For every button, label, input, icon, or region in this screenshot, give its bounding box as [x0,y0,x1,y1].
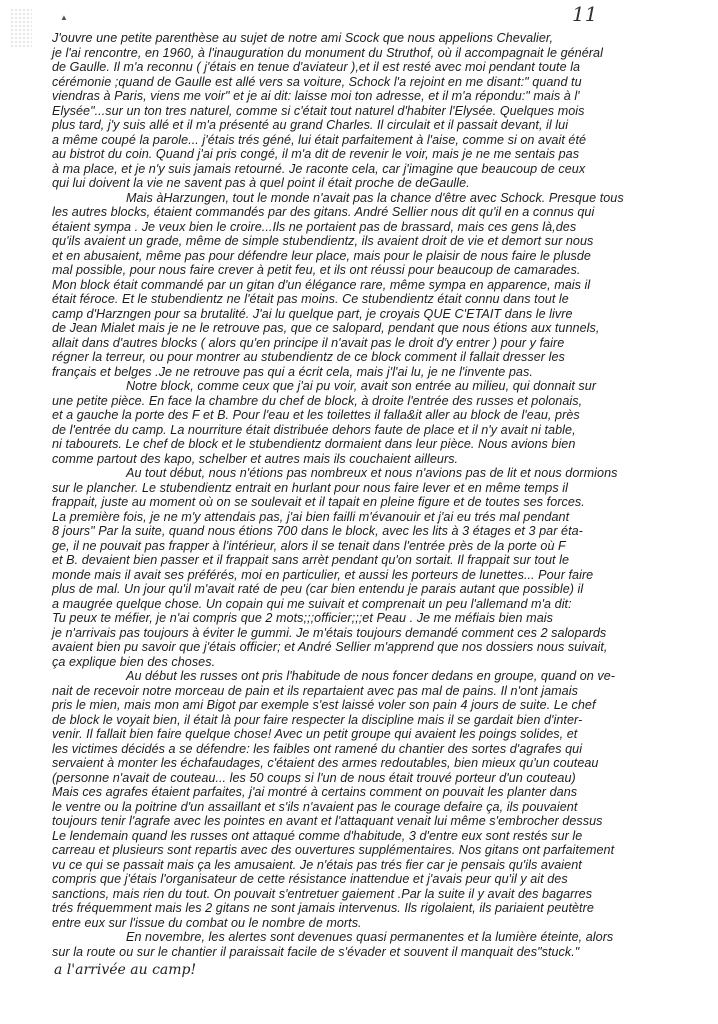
text-line: les victimes décidés a se défendre: les faibles ont ramené du chantier des sortes d'agrafes qui [52,741,583,756]
text-line: entre eux sur l'issue du combat ou le nombre de morts. [52,915,362,930]
text-line: sur le plancher. Le stubendientz entrait en hurlant pour nous faire lever et en même temps il [52,480,568,495]
text-line: à ma place, et je n'y suis jamais retourné. Je raconte cela, car j'imagine que beaucoup de ceux [52,161,586,176]
text-line: qu'ils avaient un grade, même de simple stubendientz, ils avaient droit de vie et demort sur nous [52,234,594,248]
text-line: était féroce. Et le stubendientz ne l'était pas moins. Ce stubendientz était connu dans tout le [52,292,569,306]
text-line: pris le mien, mais mon ami Bigot par exemple s'est laissé voler son pain 4 jours de suite. Le chef [52,698,596,712]
text-line: toujours tenir l'agrafe avec les pointes en avant et l'attaquant venait lui même s'embrocher dessus [52,814,603,828]
paragraph-first-line: Au début les russes ont pris l'habitude de nous foncer dedans en groupe, quand on ve- [126,669,616,683]
text-line: monde mais il avait ses préférés, moi en particulier, et aussi les porteurs de lunettes... Pour faire [52,567,594,582]
text-line: de l'entrée du camp. La nourriture était distribuée dehors faute de place et il n'y avait ni table, [52,422,576,437]
scan-dot: ▲ [60,13,68,22]
text-line: mal possible, pour nous faire crever à petit feu, et ils ont réussi pour beaucoup de camarades. [52,263,581,277]
text-line: de Gaulle. Il m'a reconnu ( j'étais en tenue d'aviateur ),et il est resté avec moi pendant toute la [52,60,581,74]
text-line: étaient sympa . Je veux bien le croire...Ils ne portaient pas de brassard, mais ces gens là,des [52,219,577,234]
text-line: et en abusaient, même pas pour défendre leur place, mais pour le plaisir de nous faire le plusde [52,248,591,263]
text-line: vu ce qui se passait mais ça les amusaient. Je n'étais pas trés fier car je pensais qu'ils avaient [52,857,582,872]
text-line: qui lui doivent la vie ne savent pas à quel point il était proche de deGaulle. [52,176,470,190]
text-line: les autres blocks, étaient commandés par des gitans. André Sellier nous dit qu'il en a connus qui [52,205,595,219]
text-line: camp d'Harzngen pour sa brutalité. J'ai lu quelque part, je croyais QUE C'ETAIT dans le livre [52,306,573,321]
text-line: Le lendemain quand les russes ont attaqué comme d'habitude, 3 d'entre eux sont restés sur le [52,828,583,843]
text-line: plus tard, j'y suis allé et il m'a présenté au grand Charles. Il circulait et il passait devant, il lui [52,118,569,132]
paragraph-first-line: Au tout début, nous n'étions pas nombreux et nous n'avions pas de lit et nous dormions [126,466,618,480]
text-line: sur la route ou sur le chantier il paraissait facile de s'évader et souvent il manquait des"stuck." [52,944,580,959]
text-line: cérémonie ;quand de Gaulle est allé vers sa voiture, Schock l'a rejoint en me disant:" quand tu [52,74,582,89]
text-line: ça explique bien des choses. [52,654,216,669]
text-line: régner la terreur, ou pour montrer au stubendientz de ce block comment il fallait dresser les [52,350,565,364]
text-line: a même coupé la parole... j'étais trés géné, lui était parfaitement à l'aise, comme si on avait été [52,132,587,147]
text-line: au bistrot du coin. Quand j'ai pris congé, il m'a dit de revenir le voir, mais je ne me sentais pas [52,147,580,161]
text-line: Tu peux te méfier, je n'ai compris que 2 mots;;;officier;;;et Peau . Je me méfiais bien mais [52,611,553,625]
text-line: avaient bien pu savoir que j'étais officier; et André Sellier m'apprend que nos dossiers nous suivait, [52,640,608,654]
text-line: (personne n'avait de couteau... les 50 coups si l'un de nous était trouvé porteur d'un couteau) [52,770,576,785]
text-line: Elysée"...sur un ton tres naturel, comme si c'était tout naturel d'habiter l'Elysée. Quelques mois [52,103,585,118]
text-line: je n'arrivais pas toujours à éviter le gummi. Je m'étais toujours demandé comment ces 2 salopards [52,625,607,640]
text-line: a maugrée quelque chose. Un copain qui me suivait et comprenait un peu l'allemand m'a dit: [52,596,572,611]
text-line: comme partout des kapo, schelber et autres mais ils couchaient ailleurs. [52,451,459,466]
paragraph-first-line: Notre block, comme ceux que j'ai pu voir, avait son entrée au milieu, qui donnait sur [126,379,597,393]
text-line: de block le voyait bien, il était là pour faire respecter la discipline mais il se gardait bien d'inter- [52,712,583,727]
typed-text-body [52,31,718,959]
text-line: frappait, juste au moment où on se soulevait et il tapait en pleine figure et de toutes ses forces. [52,495,585,509]
text-line: venir. Il fallait bien faire quelque chose! Avec un petit groupe qui avaient les poings solides, et [52,727,578,741]
text-line: J'ouvre une petite parenthèse au sujet de notre ami Scock que nous appelions Chevalier, [52,31,554,45]
text-line: une petite pièce. En face la chambre du chef de block, à droite l'entrée des russes et polonais, [52,393,583,408]
text-line: ge, il ne pouvait pas frapper à l'intérieur, alors il se tenait dans l'entrée près de la porte où F [52,538,566,553]
text-line: viendras à Paris, viens me voir" et je ai dit: laisse moi ton adresse, et il m'a répondu:" mais à l' [52,89,580,103]
text-line: ni tabourets. Le chef de block et le stubendientz dormaient dans leur pièce. Nous avions bien [52,437,576,451]
text-line: compris que j'étais l'organisateur de cette résistance inattendue et j'avais peur qu'il y ait des [52,872,568,886]
text-line: Mais ces agrafes étaient parfaites, j'ai montré à certains comment on pouvait les planter dans [52,785,578,799]
paragraph-first-line: Mais àHarzungen, tout le monde n'avait pas la chance d'être avec Schock. Presque tous [126,190,624,205]
text-line: et a gauche la porte des F et B. Pour l'eau et les toilettes il falla&it aller au block de l'eau, près [52,408,580,422]
scan-artifact [10,8,32,48]
page-number: 11 [572,2,598,26]
text-line: Mon block était commandé par un gitan d'un élégance rare, même sympa en apparence, mais il [52,277,591,292]
text-line: je l'ai rencontre, en 1960, à l'inauguration du monument du Struthof, où il accompagnait le général [52,45,603,60]
text-line: sanctions, mais rien du tout. On pouvait s'entretuer gaiement .Par la suite il y avait des bagarres [52,886,593,901]
text-line: servaient à monter les échafaudages, c'étaient des armes redoutables, bien mieux qu'un couteau [52,756,599,770]
text-line: nait de recevoir notre morceau de pain et ils repartaient avec pas mal de pains. Il n'ont jamais [52,683,578,698]
text-line: le ventre ou la poitrine d'un assaillant et s'ils n'avaient pas le courage defaire ça, ils pouvaient [52,799,578,814]
text-line: français et belges .Je ne retrouve pas qui a écrit cela, mais j'l'ai lu, je ne l'invente pas. [52,364,533,379]
text-line: et B. devaient bien passer et il frappait sans arrèt pendant qu'on sortait. Il frappait sur tout le [52,553,570,567]
text-line: trés fréquemment mais les 2 gitans ne sont jamais intervenus. Ils rigolaient, ils pariaient peutètre [52,901,594,915]
text-line: La première fois, je ne m'y attendais pas, j'ai bien failli m'évanouir et j'ai eu trés mal pendant [52,509,570,524]
text-line: allait dans d'autres blocks ( alors qu'en principe il n'avait pas le droit d'y entrer ) pour y faire [52,335,565,350]
text-line: plus de mal. Un jour qu'il m'avait raté de peu (car bien entendu je parais autant que possible) il [52,582,584,596]
paragraph-first-line: En novembre, les alertes sont devenues quasi permanentes et la lumière éteinte, alors [126,930,614,944]
text-line: carreau et plusieurs sont repartis avec des ouvertures supplémentaires. Nos gitans ont parfaitement [52,843,615,857]
text-line: 8 jours" Par la suite, quand nous étions 700 dans le block, avec les lits à 3 étages et 3 par éta- [52,524,583,538]
text-line: de Jean Mialet mais je ne le retrouve pas, que ce salopard, pendant que nous étions aux tunnels, [52,321,600,335]
handwritten-note: a l'arrivée au camp! [54,962,197,978]
